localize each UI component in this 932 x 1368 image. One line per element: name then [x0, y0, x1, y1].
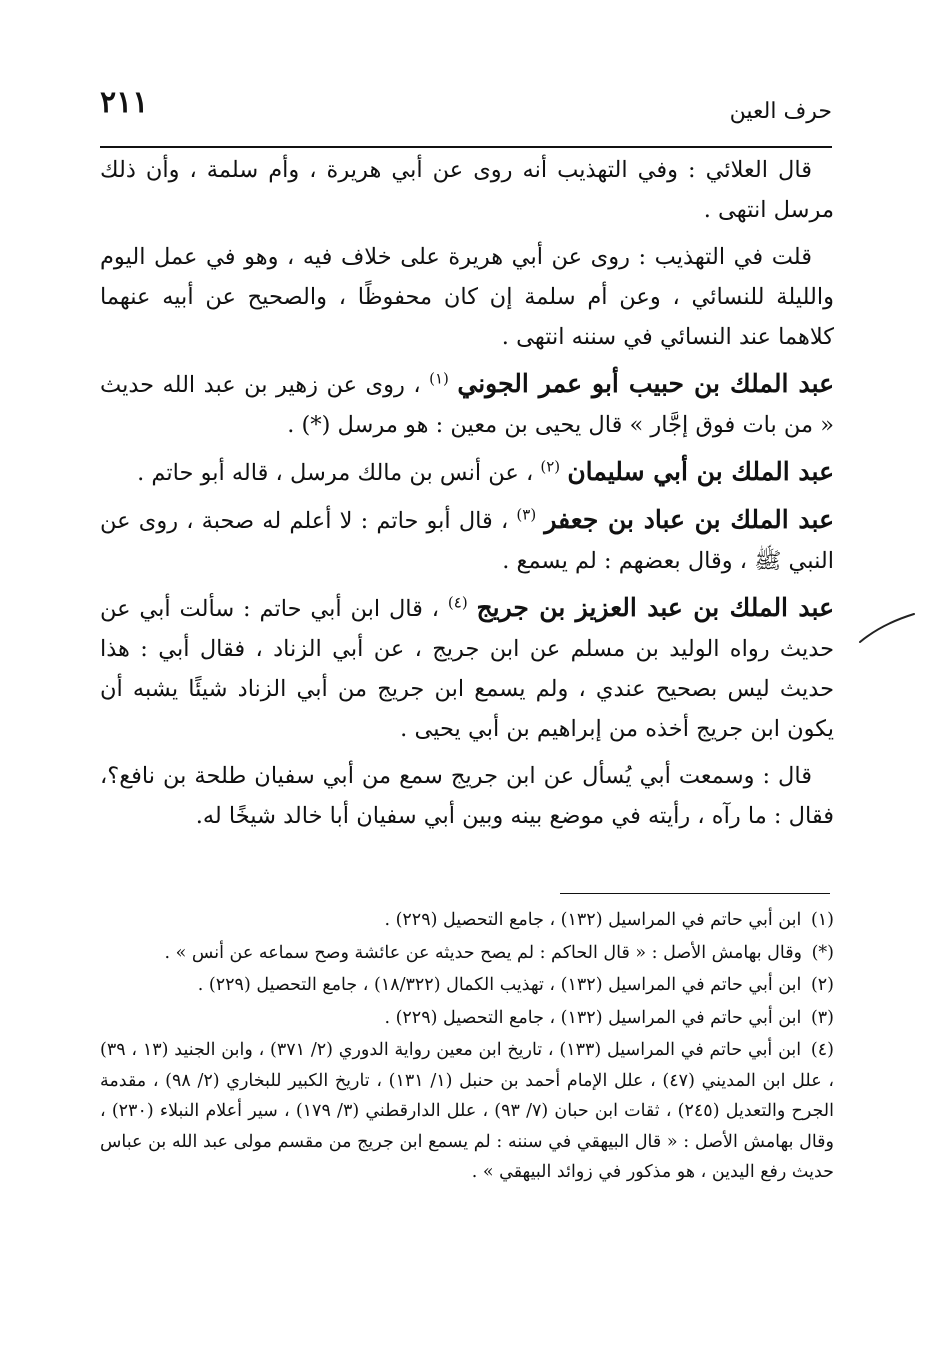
footnote-marker: (١) [810, 910, 834, 930]
footnote-marker: (٤) [810, 1040, 834, 1060]
paragraph-7 [100, 756, 834, 836]
footnote-reference: (٤) [447, 593, 468, 612]
entry-paragraph [100, 500, 834, 581]
paragraph-1 [100, 150, 834, 230]
footnote-marker: (٢) [810, 975, 834, 995]
page-number: ٢١١ [100, 85, 149, 120]
paragraph-text: ، روى عن زهير بن عبد الله حديث « من بات فوق إجَّار » قال يحيى بن معين : هو مرسل (*) . [100, 372, 834, 438]
entry-paragraph [100, 452, 834, 493]
paragraph-text: ، قال أبو حاتم : لا أعلم له صحبة ، روى عن النبي ﷺ ، وقال بعضهم : لم يسمع . [100, 508, 834, 574]
paragraph-text: قال العلائي : وفي التهذيب أنه روى عن أبي هريرة ، وأم سلمة ، وأن ذلك مرسل انتهى . [100, 157, 834, 223]
footnote-text: وقال بهامش الأصل : « قال الحاكم : لم يصح حديثه عن عائشة وصح سماعه عن أنس » . [164, 942, 803, 963]
main-text [100, 150, 834, 843]
entry-name: عبد الملك بن عبد العزيز بن جريج [476, 593, 834, 622]
footnote-text: ابن أبي حاتم في المراسيل (١٣٢) ، تهذيب الكمال (١٨/٣٢٢) ، جامع التحصيل (٢٢٩) . [197, 975, 802, 995]
paragraph-2 [100, 237, 834, 357]
footnote [100, 905, 834, 936]
footnotes [100, 905, 834, 1190]
page-header [100, 85, 832, 145]
entry-paragraph [100, 588, 834, 749]
entry-name: عبد الملك بن عباد بن جعفر [544, 505, 835, 534]
footnote-reference: (٣) [516, 505, 537, 524]
paragraph-text: ، قال ابن أبي حاتم : سألت أبي عن حديث رواه الوليد بن مسلم عن ابن جريج ، عن أبي الزناد ، فقال أبي : هذا حديث ليس بصحيح عندي ، ولم يسمع ابن جريج من أبي الزناد شيئًا يشبه أن يكون ابن جريج أخذه من إبراهيم بن أبي يحيى . [100, 596, 834, 742]
footnote-separator [560, 893, 830, 894]
paragraph-text: قلت في التهذيب : روى عن أبي هريرة على خلاف فيه ، وهو في عمل اليوم والليلة للنسائي ، وعن أم سلمة إن كان محفوظًا ، والصحيح عن أبيه عنهما كلاهما عند النسائي في سننه انتهى . [100, 244, 834, 350]
footnote-marker: (*) [811, 942, 834, 963]
margin-pen-mark [858, 610, 916, 646]
footnote [100, 1003, 834, 1034]
paragraph-text: قال : وسمعت أبي يُسأل عن ابن جريج سمع من أبي سفيان طلحة بن نافع؟، فقال : ما رآه ، رأيته في موضع بينه وبين أبي سفيان أبا خالد شيخًا له. [100, 763, 834, 829]
paragraph-text: ، عن أنس بن مالك مرسل ، قاله أبو حاتم . [137, 460, 534, 486]
footnote-text: ابن أبي حاتم في المراسيل (١٣٢) ، جامع التحصيل (٢٢٩) . [384, 1007, 802, 1028]
entry-paragraph [100, 364, 834, 445]
footnote-reference: (٢) [540, 457, 561, 476]
footnote [100, 938, 834, 969]
footnote [100, 1035, 834, 1188]
entry-name: عبد الملك بن حبيب أبو عمر الجوني [457, 369, 835, 398]
footnote [100, 970, 834, 1001]
footnote-reference: (١) [429, 369, 449, 388]
header-rule [100, 146, 832, 148]
footnote-text: ابن أبي حاتم في المراسيل (١٣٢) ، جامع التحصيل (٢٢٩) . [384, 910, 802, 930]
footnote-text: ابن أبي حاتم في المراسيل (١٣٣) ، تاريخ ابن معين رواية الدوري (٢/ ٣٧١) ، وابن الجنيد (١٣ ، ٣٩) ، علل ابن المديني (٤٧) ، علل الإمام أحمد بن حنبل (١/ ١٣١) ، تاريخ الكبير للبخاري (٢/ ٩٨) ، مقدمة الجرح والتعديل (٢٤٥) ، ثقات ابن حبان (٧/ ٩٣) ، علل الدارقطني (٣/ ١٧٩) ، سير أعلام النبلاء (٢٣٠) ، وقال بهامش الأصل : « قال البيهقي في سننه : لم يسمع ابن جريج من مقسم مولى عبد الله بن عباس حديث رفع اليدين ، هو مذكور في زوائد البيهقي » . [100, 1040, 834, 1182]
entry-name: عبد الملك بن أبي سليمان [567, 457, 834, 486]
chapter-title: حرف العين [729, 99, 832, 124]
footnote-marker: (٣) [810, 1007, 834, 1028]
